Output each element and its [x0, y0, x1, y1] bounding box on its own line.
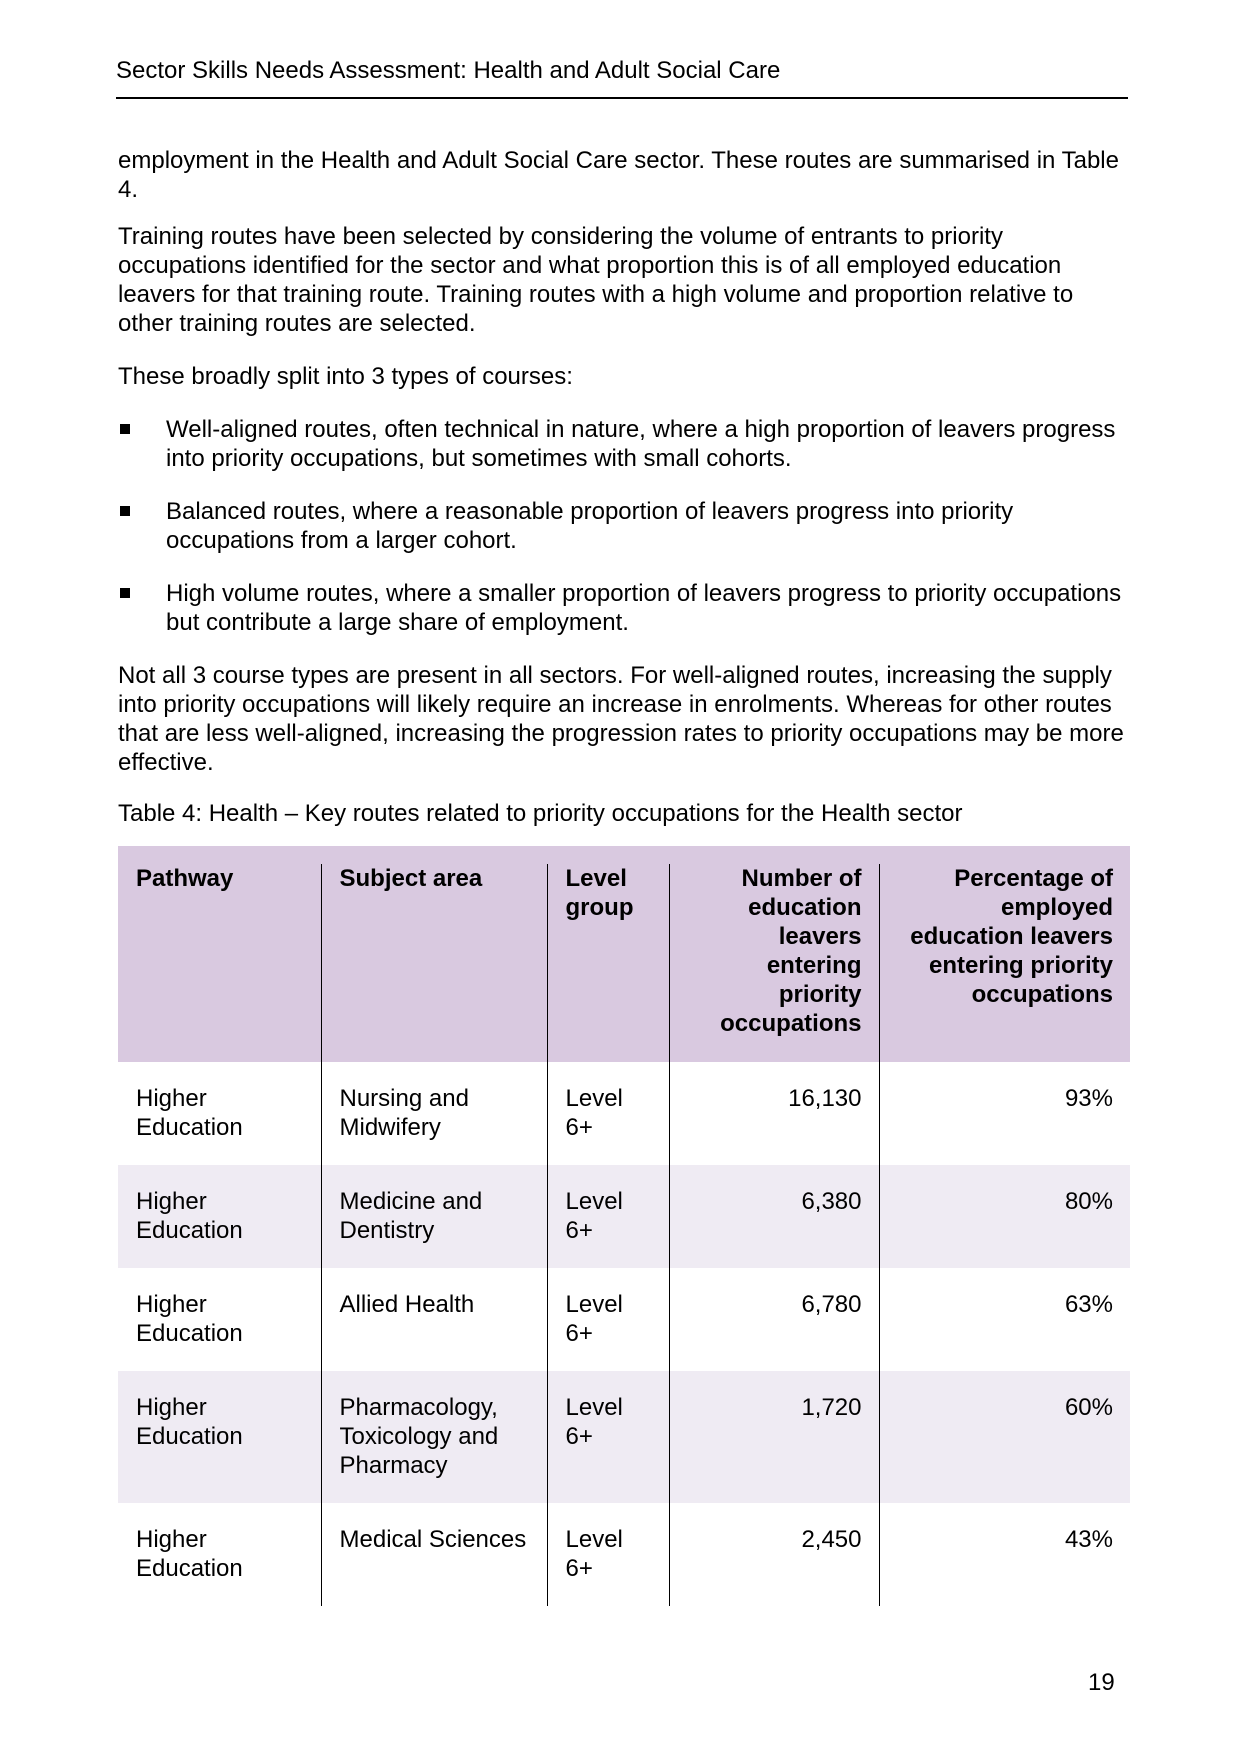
- cell-pathway: Higher Education: [136, 1085, 243, 1141]
- cell-pathway: Higher Education: [136, 1188, 243, 1244]
- square-bullet-icon: [120, 506, 130, 516]
- cell-number-of-leavers: 16,130: [669, 1062, 879, 1165]
- cell-level-group: Level 6+: [547, 1371, 669, 1503]
- cell-level-group: Level 6+: [547, 1165, 669, 1268]
- cell-percentage: 60%: [879, 1371, 1130, 1503]
- square-bullet-icon: [120, 588, 130, 598]
- paragraph: employment in the Health and Adult Social Care sector. These routes are summarised in Table 4.: [118, 147, 1119, 203]
- routes-table: [118, 846, 1130, 1606]
- list-item: [118, 415, 1130, 473]
- paragraph: These broadly split into 3 types of courses:: [118, 363, 573, 390]
- cell-number-of-leavers: 1,720: [669, 1371, 879, 1503]
- cell-pathway: Higher Education: [136, 1526, 243, 1582]
- column-header-level-group: Level group: [547, 855, 669, 1062]
- main-content: [118, 146, 1130, 1606]
- cell-subject-area: Nursing and Midwifery: [321, 1062, 547, 1165]
- cell-subject-area: Medicine and Dentistry: [321, 1165, 547, 1268]
- list-item-text: Well-aligned routes, often technical in nature, where a high proportion of leavers progress into priority occupations, but sometimes with small cohorts.: [166, 416, 1116, 472]
- paragraph: Training routes have been selected by considering the volume of entrants to priority occupations identified for the sector and what proportion this is of all employed education leavers for that training route. Training routes with a high volume and proportion relative to other training routes are selected.: [118, 223, 1074, 337]
- cell-percentage: 80%: [879, 1165, 1130, 1268]
- cell-subject-area: Allied Health: [321, 1268, 547, 1371]
- cell-percentage: 93%: [879, 1062, 1130, 1165]
- table-row: [118, 1371, 1130, 1503]
- cell-level-group: Level 6+: [547, 1503, 669, 1606]
- table-row: [118, 1165, 1130, 1268]
- course-types-list: [118, 415, 1130, 637]
- list-item-text: Balanced routes, where a reasonable proportion of leavers progress into priority occupations from a larger cohort.: [166, 498, 1014, 554]
- running-header-title: Sector Skills Needs Assessment: Health and Adult Social Care: [116, 57, 781, 84]
- table-row: [118, 1062, 1130, 1165]
- cell-level-group: Level 6+: [547, 1268, 669, 1371]
- column-header-subject-area: Subject area: [321, 855, 547, 1062]
- running-header: [116, 56, 1128, 99]
- square-bullet-icon: [120, 424, 130, 434]
- cell-pathway: Higher Education: [136, 1291, 243, 1347]
- cell-subject-area: Medical Sciences: [321, 1503, 547, 1606]
- list-item: [118, 579, 1130, 637]
- cell-number-of-leavers: 6,780: [669, 1268, 879, 1371]
- column-header-percentage-of-leavers: Percentage of employed education leavers entering priority occupations: [879, 855, 1130, 1062]
- cell-level-group: Level 6+: [547, 1062, 669, 1165]
- list-item: [118, 497, 1130, 555]
- paragraph: Not all 3 course types are present in all sectors. For well-aligned routes, increasing the supply into priority occupations will likely require an increase in enrolments. Whereas for other routes that are less well-aligned, increasing the progression rates to priority occupations may be more effective.: [118, 662, 1124, 776]
- column-header-pathway: Pathway: [118, 855, 321, 1062]
- page-number: 19: [1088, 1669, 1115, 1696]
- cell-percentage: 43%: [879, 1503, 1130, 1606]
- table-row: [118, 1268, 1130, 1371]
- cell-pathway: Higher Education: [136, 1394, 243, 1450]
- cell-number-of-leavers: 6,380: [669, 1165, 879, 1268]
- list-item-text: High volume routes, where a smaller proportion of leavers progress to priority occupations but contribute a large share of employment.: [166, 580, 1122, 636]
- cell-subject-area: Pharmacology, Toxicology and Pharmacy: [321, 1371, 547, 1503]
- column-header-number-of-leavers: Number of education leavers entering priority occupations: [669, 855, 879, 1062]
- cell-percentage: 63%: [879, 1268, 1130, 1371]
- table-header-row: [118, 855, 1130, 1062]
- table-caption: Table 4: Health – Key routes related to priority occupations for the Health sector: [118, 800, 963, 827]
- table-row: [118, 1503, 1130, 1606]
- cell-number-of-leavers: 2,450: [669, 1503, 879, 1606]
